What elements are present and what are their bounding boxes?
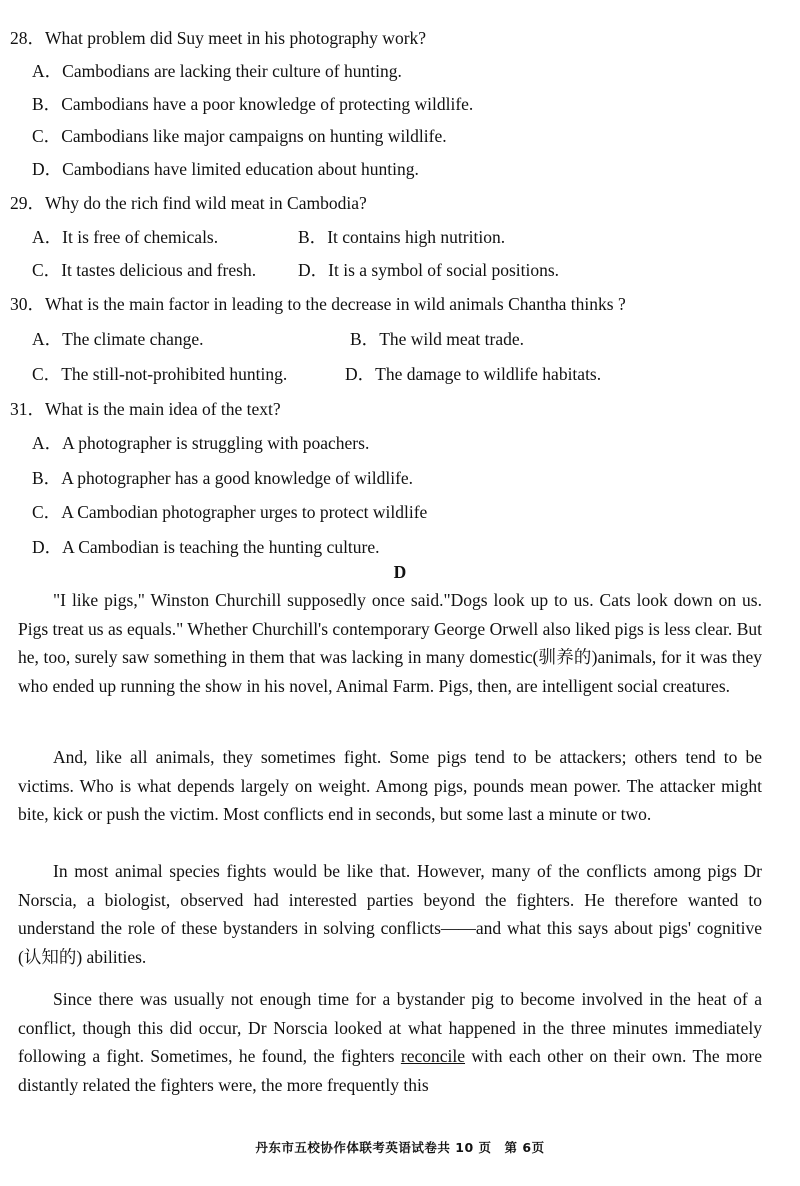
option-letter: D． <box>298 260 329 280</box>
option-text: Cambodians have a poor knowledge of protecting wildlife. <box>61 94 474 114</box>
option-text: The climate change. <box>62 329 204 349</box>
option-text: The wild meat trade. <box>379 329 524 349</box>
question-31-stem <box>10 398 281 420</box>
option-text: Cambodians like major campaigns on hunting wildlife. <box>61 126 447 146</box>
option-text: It tastes delicious and fresh. <box>61 260 257 280</box>
option-letter: B． <box>350 329 380 349</box>
option-letter: B． <box>32 94 62 114</box>
question-31-option-b <box>32 467 413 489</box>
question-31-option-d <box>32 536 380 558</box>
question-28-option-c <box>32 125 447 147</box>
option-text: A photographer has a good knowledge of wildlife. <box>61 468 414 488</box>
question-number: 30． <box>10 294 45 314</box>
question-30-option-b <box>350 328 524 350</box>
question-30-option-d <box>345 363 601 385</box>
option-letter: B． <box>298 227 328 247</box>
paragraph-text: with each other on their own. The more distantly related the fighters were, the more frequently this <box>18 1046 762 1095</box>
page-footer: 丹东市五校协作体联考英语试卷共 10 页 第 6页 <box>255 1140 545 1155</box>
question-31-option-c <box>32 501 427 523</box>
option-text: It is a symbol of social positions. <box>328 260 560 280</box>
option-text: It is free of chemicals. <box>62 227 219 247</box>
passage-paragraph-4 <box>18 985 762 1099</box>
question-29-option-d <box>298 259 559 281</box>
question-30-stem <box>10 293 626 315</box>
question-30-option-a <box>32 328 204 350</box>
option-text: Cambodians have limited education about hunting. <box>62 159 419 179</box>
passage-paragraph-2: And, like all animals, they sometimes fight. Some pigs tend to be attackers; others tend to be victims. Who is what depends largely on weight. Among pigs, pounds mean power. The attacker might bite, kick or push the victim. Most conflicts end in seconds, but some last a minute or two. <box>18 747 762 825</box>
question-29-stem <box>10 192 367 214</box>
option-letter: C． <box>32 502 62 522</box>
passage-paragraph-3: In most animal species fights would be like that. However, many of the conflicts among pigs Dr Norscia, a biologist, observed had interested parties beyond the fighters. He therefore wanted to understand the role of these bystanders in solving conflicts——and what this says about pigs' cognitive (认知的) abilities. <box>18 861 762 967</box>
option-letter: C． <box>32 364 62 384</box>
option-text: Cambodians are lacking their culture of hunting. <box>62 61 402 81</box>
option-letter: A． <box>32 329 63 349</box>
question-30-option-c <box>32 363 287 385</box>
question-number: 31． <box>10 399 45 419</box>
option-letter: A． <box>32 433 63 453</box>
question-text: What is the main factor in leading to the decrease in wild animals Chantha thinks ? <box>45 294 626 314</box>
option-letter: A． <box>32 61 63 81</box>
option-letter: A． <box>32 227 63 247</box>
option-text: A photographer is struggling with poachers. <box>62 433 370 453</box>
question-29-option-b <box>298 226 505 248</box>
option-letter: D． <box>345 364 376 384</box>
underlined-word: reconcile <box>400 1046 466 1067</box>
option-letter: B． <box>32 468 62 488</box>
option-text: It contains high nutrition. <box>327 227 506 247</box>
option-text: The still-not-prohibited hunting. <box>61 364 288 384</box>
option-text: A Cambodian is teaching the hunting culture. <box>62 537 380 557</box>
question-28-option-a <box>32 60 402 82</box>
passage-paragraph-1: "I like pigs," Winston Churchill supposedly once said."Dogs look up to us. Cats look down on us. Pigs treat us as equals." Whether Churchill's contemporary George Orwell also liked pigs is less clear. But he, too, surely saw something in them that was lacking in many domestic(驯养的)animals, for it was they who ended up running the show in his novel, Animal Farm. Pigs, then, are intelligent social creatures. <box>18 590 762 696</box>
question-text: What problem did Suy meet in his photography work? <box>45 28 427 48</box>
question-number: 29． <box>10 193 45 213</box>
question-text: Why do the rich find wild meat in Cambodia? <box>45 193 367 213</box>
question-number: 28． <box>10 28 45 48</box>
option-letter: D． <box>32 537 63 557</box>
option-text: The damage to wildlife habitats. <box>375 364 602 384</box>
option-letter: D． <box>32 159 63 179</box>
question-28-option-d <box>32 158 419 180</box>
question-28-option-b <box>32 93 473 115</box>
question-28-stem <box>10 27 426 49</box>
question-31-option-a <box>32 432 369 454</box>
section-heading: D <box>393 562 407 582</box>
question-text: What is the main idea of the text? <box>45 399 281 419</box>
question-29-option-c <box>32 259 256 281</box>
option-text: A Cambodian photographer urges to protect wildlife <box>61 502 428 522</box>
question-29-option-a <box>32 226 218 248</box>
option-letter: C． <box>32 126 62 146</box>
option-letter: C． <box>32 260 62 280</box>
paragraph-text: Since there was usually not enough time for a bystander pig to become involved in the heat of a conflict, though this did occur, Dr Norscia looked at what happened in the three minutes immediately following a fight. Sometimes, he found, the fighters <box>18 989 762 1067</box>
